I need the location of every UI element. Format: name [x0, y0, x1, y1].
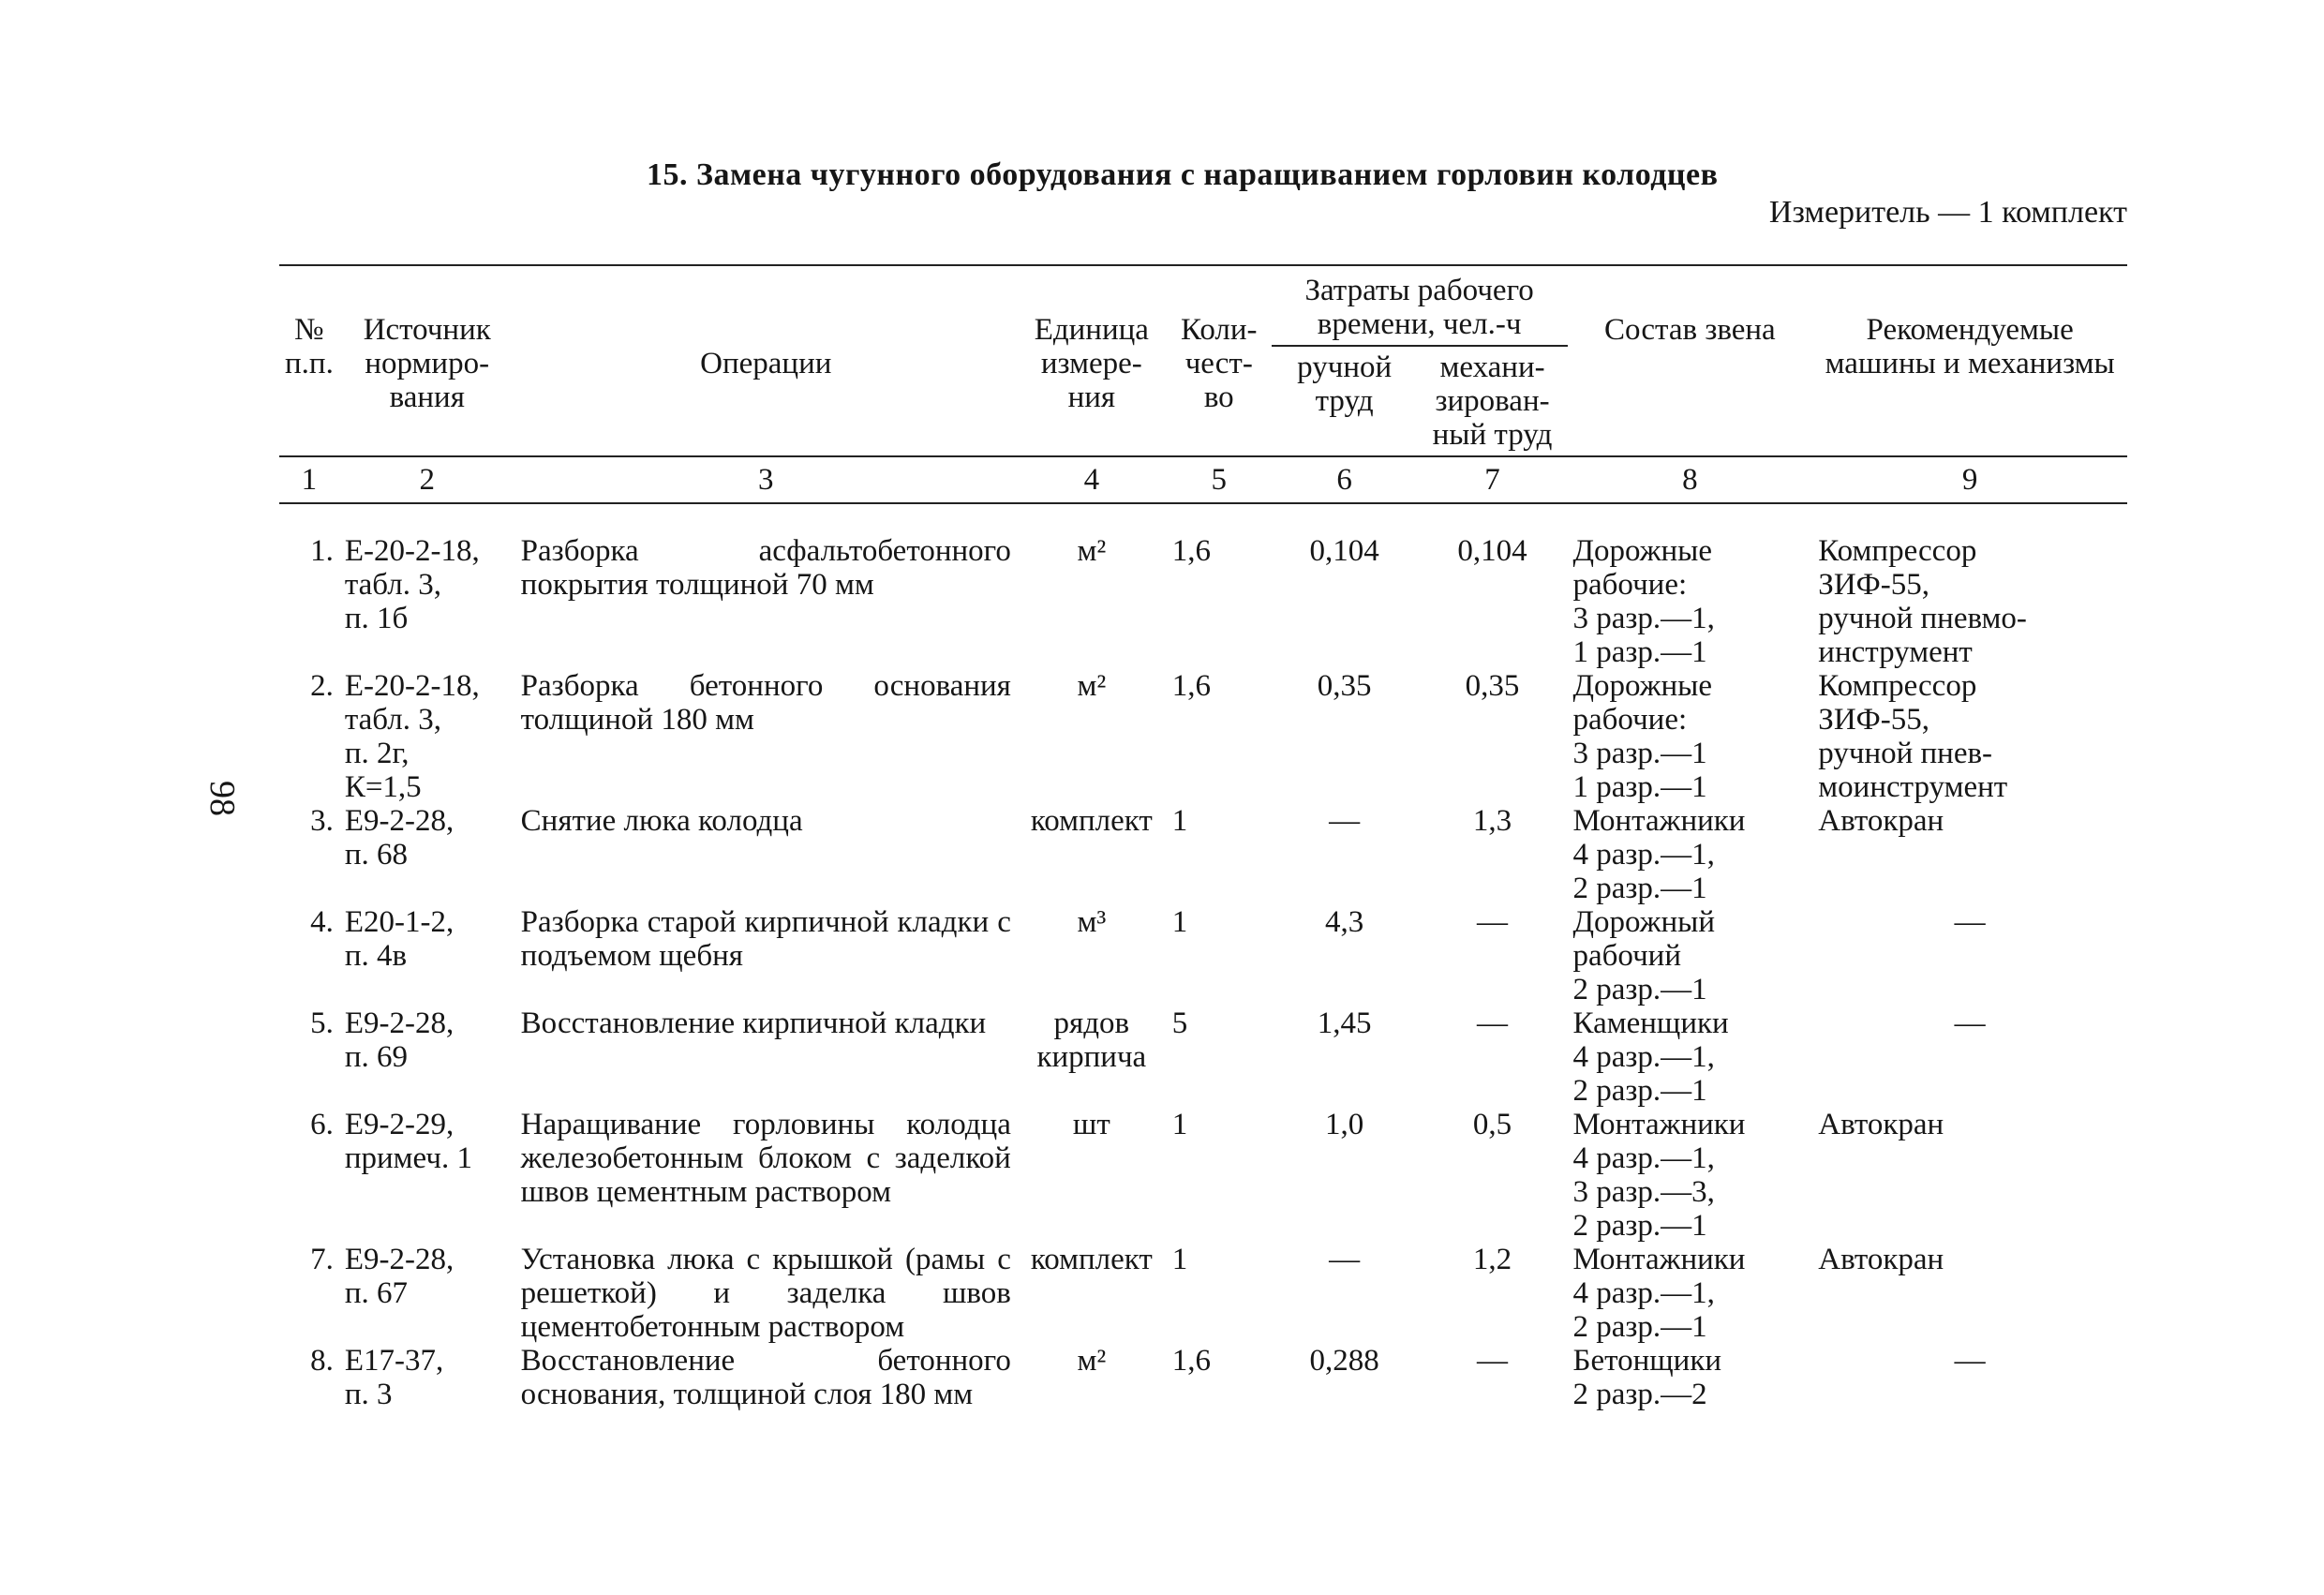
row-number: 3. [310, 804, 334, 838]
row-operation: Установка люка с крышкой (рамы с решеткой) и заделка швов цементобетонным раствором [520, 1243, 1011, 1344]
row-quantity: 1 [1171, 905, 1188, 939]
row-unit: м³ [1077, 905, 1107, 939]
row-operation: Разборка бетонного основания толщиной 180 мм [520, 669, 1011, 737]
row-mech-labor: — [1477, 1344, 1509, 1378]
row-operation: Наращивание горловины колодца железобетонным блоком с заделкой швов цементным раствором [520, 1108, 1011, 1209]
row-unit: комплект [1030, 804, 1153, 838]
header-num: № п.п. [279, 265, 339, 456]
row-machines: Компрессор ЗИФ-55, ручной пнев- моинструмент [1818, 669, 2008, 804]
row-mech-labor: 0,5 [1472, 1108, 1512, 1141]
row-source: Е9-2-29, примеч. 1 [344, 1108, 472, 1175]
header-unit: Единица измере- ния [1017, 265, 1167, 456]
row-quantity: 1,6 [1171, 534, 1212, 568]
header-qty: Коли- чест- во [1167, 265, 1272, 456]
row-manual-labor: 0,288 [1309, 1344, 1379, 1378]
row-source: Е17-37, п. 3 [344, 1344, 444, 1411]
row-mech-labor: 0,35 [1465, 669, 1520, 703]
table-row [279, 503, 2127, 669]
col-number: 9 [1812, 456, 2127, 503]
row-crew: Дорожные рабочие: 3 разр.—1 1 разр.—1 [1572, 669, 1712, 804]
header-machines: Рекомендуемые машины и механизмы [1812, 265, 2127, 456]
header-manual: ручной труд [1297, 350, 1393, 418]
row-machines: Автокран [1818, 1243, 1944, 1276]
col-number: 7 [1418, 456, 1568, 503]
row-quantity: 1 [1171, 1243, 1188, 1276]
col-number: 5 [1167, 456, 1272, 503]
table-row [279, 804, 2127, 905]
column-numbers-row [279, 456, 2127, 503]
col-number: 1 [279, 456, 339, 503]
col-number: 8 [1568, 456, 1813, 503]
table-row [279, 1243, 2127, 1344]
row-quantity: 5 [1171, 1006, 1188, 1040]
row-manual-labor: — [1329, 804, 1361, 838]
row-machines: — [1954, 905, 1986, 939]
header-crew: Состав звена [1568, 265, 1813, 456]
row-quantity: 1,6 [1171, 1344, 1212, 1378]
row-operation: Разборка старой кирпичной кладки с подъемом щебня [520, 905, 1011, 973]
row-unit: рядов кирпича [1036, 1006, 1147, 1074]
row-source: Е-20-2-18, табл. 3, п. 2г, К=1,5 [344, 669, 480, 804]
row-crew: Каменщики 4 разр.—1, 2 разр.—1 [1572, 1006, 1729, 1108]
row-number: 6. [310, 1108, 334, 1141]
header-operations: Операции [515, 265, 1017, 456]
row-machines: Автокран [1818, 1108, 1944, 1141]
page-number: 98 [202, 781, 242, 816]
table-row [279, 669, 2127, 804]
row-source: Е20-1-2, п. 4в [344, 905, 454, 973]
row-mech-labor: 1,3 [1472, 804, 1512, 838]
row-manual-labor: 1,0 [1325, 1108, 1364, 1141]
col-number: 6 [1272, 456, 1418, 503]
row-quantity: 1,6 [1171, 669, 1212, 703]
norms-table [279, 264, 2127, 1411]
row-crew: Дорожный рабочий 2 разр.—1 [1572, 905, 1715, 1006]
row-number: 1. [310, 534, 334, 568]
row-number: 7. [310, 1243, 334, 1276]
row-operation: Восстановление бетонного основания, толщиной слоя 180 мм [520, 1344, 1011, 1411]
row-manual-labor: 4,3 [1325, 905, 1364, 939]
header-source: Источник нормиро- вания [339, 265, 515, 456]
row-mech-labor: 0,104 [1457, 534, 1527, 568]
row-crew: Монтажники 4 разр.—1, 3 разр.—3, 2 разр.—1 [1572, 1108, 1746, 1243]
row-source: Е9-2-28, п. 69 [344, 1006, 454, 1074]
col-number: 2 [339, 456, 515, 503]
row-number: 4. [310, 905, 334, 939]
table-body [279, 503, 2127, 1411]
row-crew: Дорожные рабочие: 3 разр.—1, 1 разр.—1 [1572, 534, 1715, 669]
document-title: 15. Замена чугунного оборудования с наращиванием горловин колодцев [647, 157, 1719, 192]
row-number: 2. [310, 669, 334, 703]
row-unit: шт [1072, 1108, 1110, 1141]
row-source: Е9-2-28, п. 67 [344, 1243, 454, 1310]
row-quantity: 1 [1171, 1108, 1188, 1141]
row-unit: м² [1077, 534, 1107, 568]
row-quantity: 1 [1171, 804, 1188, 838]
col-number: 3 [515, 456, 1017, 503]
row-crew: Монтажники 4 разр.—1, 2 разр.—1 [1572, 1243, 1746, 1344]
row-manual-labor: 0,35 [1317, 669, 1372, 703]
col-number: 4 [1017, 456, 1167, 503]
row-number: 5. [310, 1006, 334, 1040]
row-operation: Снятие люка колодца [520, 804, 803, 838]
row-unit: м² [1077, 669, 1107, 703]
row-machines: Автокран [1818, 804, 1944, 838]
row-crew: Монтажники 4 разр.—1, 2 разр.—1 [1572, 804, 1746, 905]
row-manual-labor: — [1329, 1243, 1361, 1276]
table-row [279, 1006, 2127, 1108]
table-header [279, 265, 2127, 503]
row-unit: м² [1077, 1344, 1107, 1378]
row-machines: Компрессор ЗИФ-55, ручной пневмо- инструмент [1818, 534, 2027, 669]
table-row [279, 1108, 2127, 1243]
row-machines: — [1954, 1344, 1986, 1378]
header-mech: механи- зирован- ный труд [1432, 350, 1553, 452]
row-number: 8. [310, 1344, 334, 1378]
row-mech-labor: — [1477, 1006, 1509, 1040]
row-operation: Разборка асфальтобетонного покрытия толщиной 70 мм [520, 534, 1011, 602]
row-unit: комплект [1030, 1243, 1153, 1276]
table-row [279, 905, 2127, 1006]
row-operation: Восстановление кирпичной кладки [520, 1006, 987, 1040]
row-mech-labor: 1,2 [1472, 1243, 1512, 1276]
row-manual-labor: 0,104 [1309, 534, 1379, 568]
row-mech-labor: — [1477, 905, 1509, 939]
row-manual-labor: 1,45 [1317, 1006, 1372, 1040]
row-crew: Бетонщики 2 разр.—2 [1572, 1344, 1722, 1411]
row-machines: — [1954, 1006, 1986, 1040]
header-labor-group: Затраты рабочего времени, чел.-ч [1272, 265, 1568, 346]
row-source: Е9-2-28, п. 68 [344, 804, 454, 872]
row-source: Е-20-2-18, табл. 3, п. 1б [344, 534, 480, 635]
measure-unit-note: Измеритель — 1 комплект [1768, 195, 2127, 230]
table-row [279, 1344, 2127, 1411]
